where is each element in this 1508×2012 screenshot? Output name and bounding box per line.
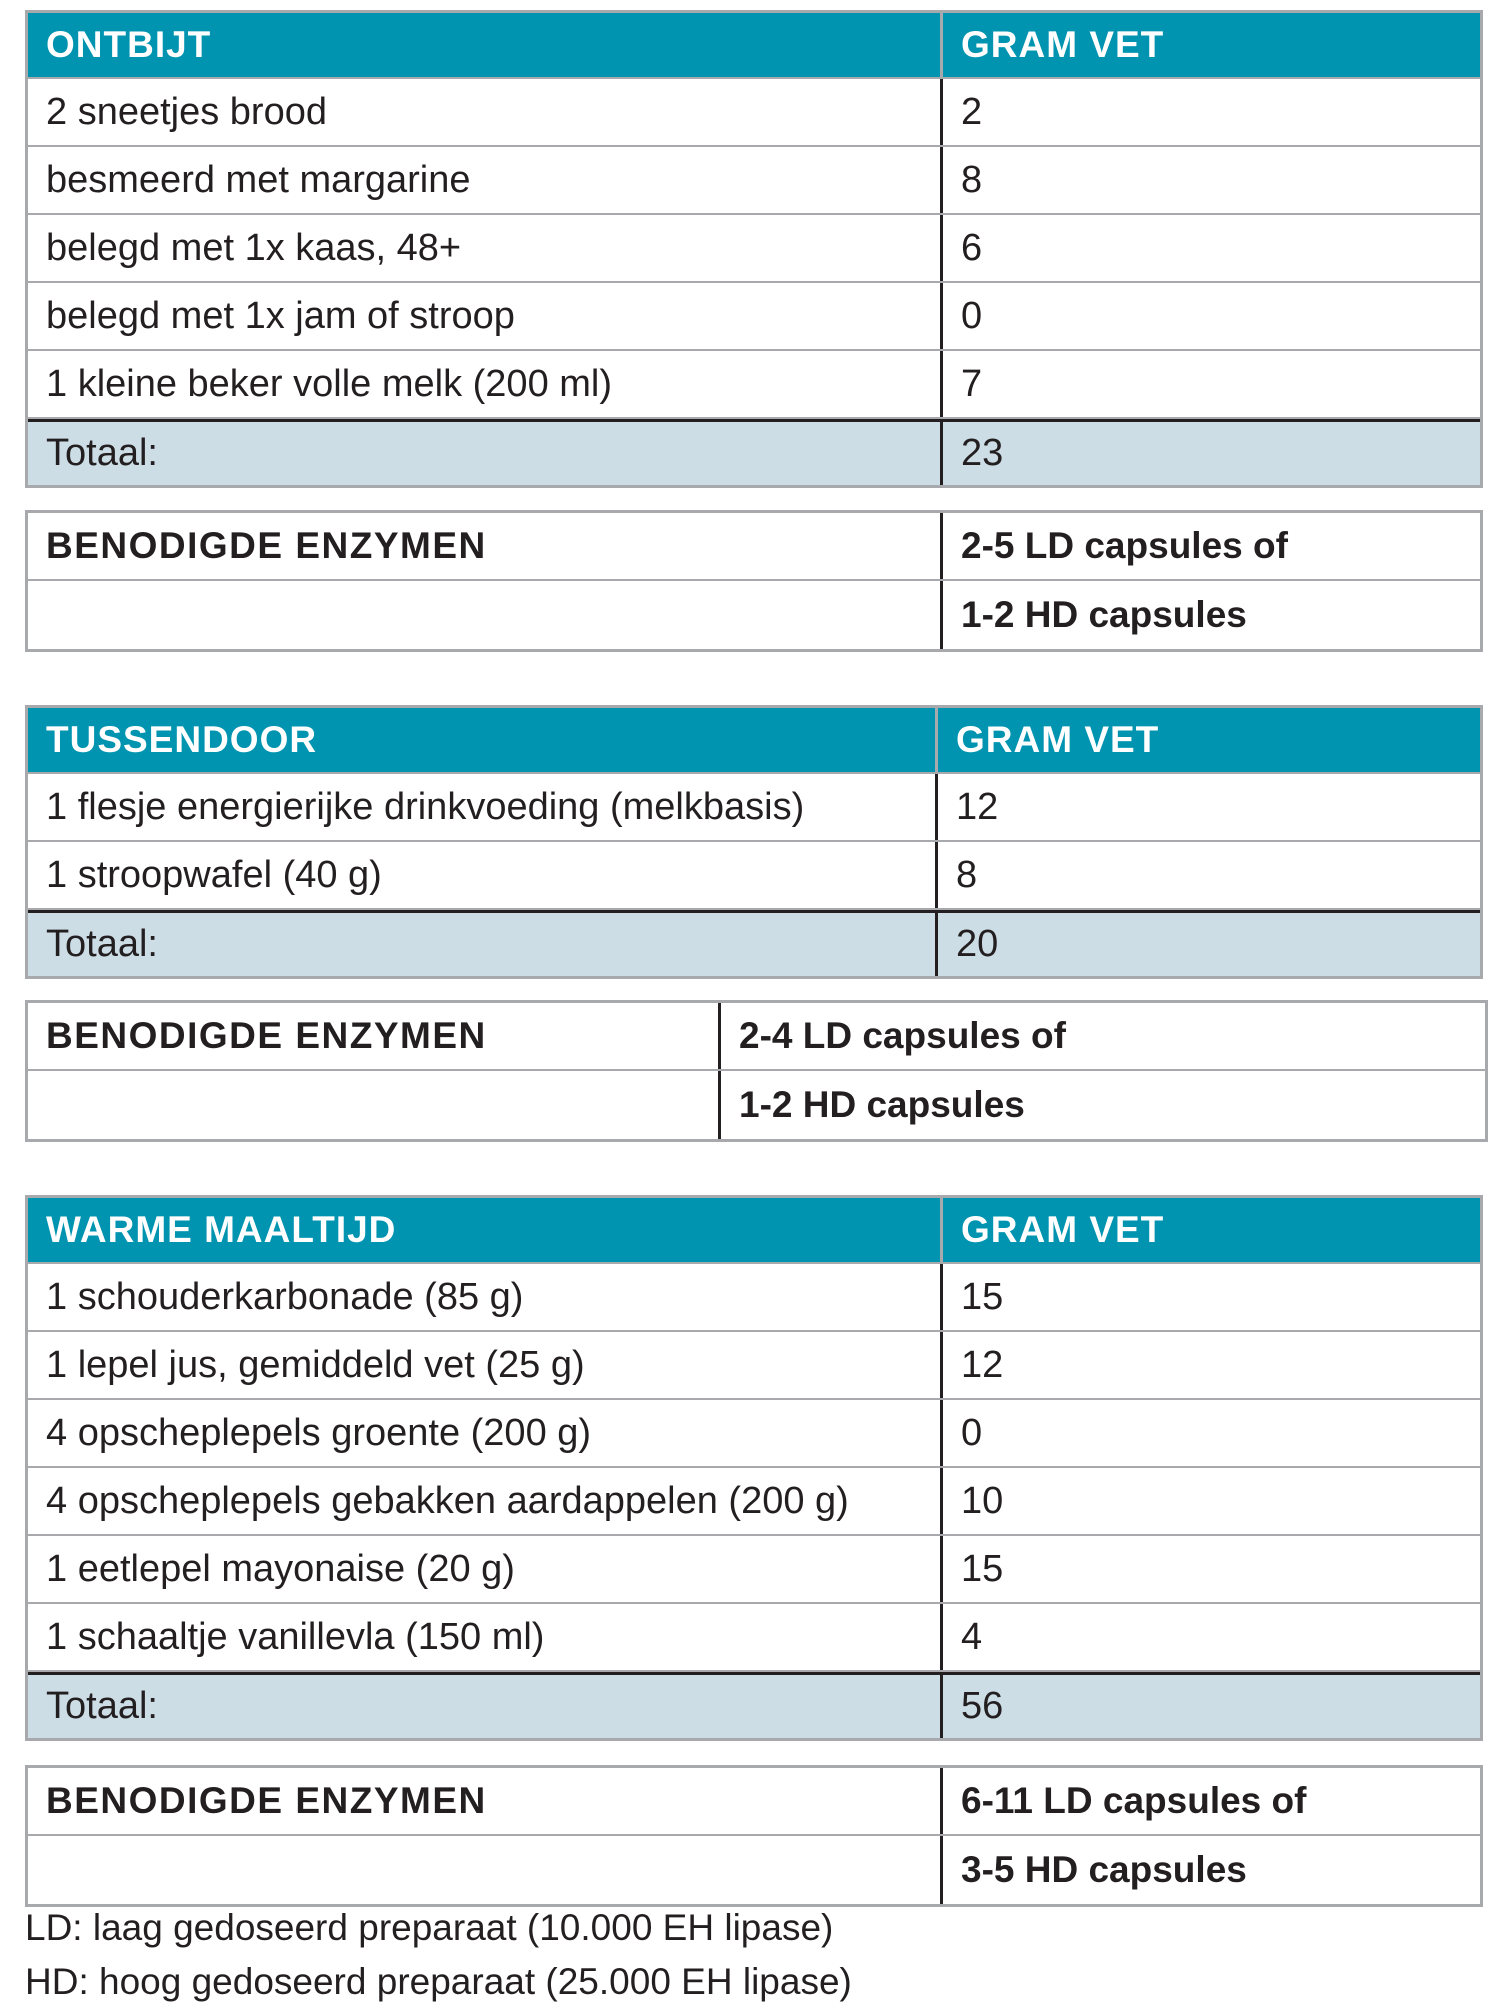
item-name: 1 kleine beker volle melk (200 ml) xyxy=(28,351,943,417)
total-label: Totaal: xyxy=(28,913,938,976)
enzymes-ld: 2-5 LD capsules of xyxy=(961,525,1288,566)
total-label: Totaal: xyxy=(28,1675,943,1738)
enzymes-row xyxy=(28,1071,1485,1139)
item-name: 4 opscheplepels gebakken aardappelen (200 g) xyxy=(28,1468,943,1534)
table-row xyxy=(28,1536,1480,1604)
enzymes-label: BENODIGDE ENZYMEN xyxy=(28,1768,943,1834)
item-name: 1 eetlepel mayonaise (20 g) xyxy=(28,1536,943,1602)
table-row xyxy=(28,147,1480,215)
total-label: Totaal: xyxy=(28,422,943,485)
tussendoor-header-value: GRAM VET xyxy=(956,719,1160,760)
ontbijt-header-value: GRAM VET xyxy=(961,24,1165,65)
enzymes-row xyxy=(28,581,1480,649)
enzymes-empty xyxy=(28,581,943,649)
footnote-ld: LD: laag gedoseerd preparaat (10.000 EH lipase) xyxy=(25,1907,834,1948)
item-fat: 7 xyxy=(961,362,983,405)
table-row xyxy=(28,1332,1480,1400)
enzymes-hd: 1-2 HD capsules xyxy=(739,1084,1025,1125)
item-fat: 6 xyxy=(961,226,983,269)
total-row xyxy=(28,1672,1480,1738)
enzymes-row xyxy=(28,1768,1480,1836)
table-row xyxy=(28,283,1480,351)
item-fat: 0 xyxy=(961,294,983,337)
enzymes-label: BENODIGDE ENZYMEN xyxy=(28,1003,721,1069)
table-row xyxy=(28,1400,1480,1468)
ontbijt-enzymes-table xyxy=(25,510,1483,652)
enzymes-empty xyxy=(28,1071,721,1139)
item-fat: 8 xyxy=(956,853,978,896)
table-row xyxy=(28,1264,1480,1332)
item-name: 1 stroopwafel (40 g) xyxy=(28,842,938,908)
total-row xyxy=(28,419,1480,485)
warme-maaltijd-header-item: WARME MAALTIJD xyxy=(28,1198,943,1262)
enzymes-row xyxy=(28,1836,1480,1904)
table-row xyxy=(28,1468,1480,1536)
total-row xyxy=(28,910,1480,976)
table-row xyxy=(28,79,1480,147)
item-name: 1 flesje energierijke drinkvoeding (melkbasis) xyxy=(28,774,938,840)
warme-maaltijd-table xyxy=(25,1195,1483,1741)
total-value: 20 xyxy=(956,923,999,965)
table-row xyxy=(28,351,1480,419)
table-row xyxy=(28,215,1480,283)
tussendoor-enzymes-table xyxy=(25,1000,1488,1142)
enzymes-label: BENODIGDE ENZYMEN xyxy=(28,513,943,579)
item-fat: 15 xyxy=(961,1275,1004,1318)
tussendoor-header-item: TUSSENDOOR xyxy=(28,708,938,772)
item-fat: 8 xyxy=(961,158,983,201)
item-name: 4 opscheplepels groente (200 g) xyxy=(28,1400,943,1466)
footnote-hd: HD: hoog gedoseerd preparaat (25.000 EH lipase) xyxy=(25,1961,852,2002)
ontbijt-table xyxy=(25,10,1483,488)
item-name: besmeerd met margarine xyxy=(28,147,943,213)
ontbijt-header-row xyxy=(28,13,1480,79)
table-row xyxy=(28,774,1480,842)
enzymes-ld: 6-11 LD capsules of xyxy=(961,1780,1307,1821)
item-fat: 10 xyxy=(961,1479,1004,1522)
item-name: belegd met 1x kaas, 48+ xyxy=(28,215,943,281)
warme-maaltijd-header-value: GRAM VET xyxy=(961,1209,1165,1250)
item-fat: 0 xyxy=(961,1411,983,1454)
item-name: belegd met 1x jam of stroop xyxy=(28,283,943,349)
item-name: 1 schaaltje vanillevla (150 ml) xyxy=(28,1604,943,1670)
enzymes-hd: 1-2 HD capsules xyxy=(961,594,1247,635)
table-row xyxy=(28,1604,1480,1672)
item-fat: 12 xyxy=(956,785,999,828)
total-value: 23 xyxy=(961,432,1004,474)
enzymes-row xyxy=(28,1003,1485,1071)
tussendoor-table xyxy=(25,705,1483,979)
enzymes-ld: 2-4 LD capsules of xyxy=(739,1015,1066,1056)
item-fat: 2 xyxy=(961,90,983,133)
tussendoor-header-row xyxy=(28,708,1480,774)
item-fat: 4 xyxy=(961,1615,983,1658)
table-row xyxy=(28,842,1480,910)
total-value: 56 xyxy=(961,1685,1004,1727)
ontbijt-header-item: ONTBIJT xyxy=(28,13,943,77)
item-fat: 12 xyxy=(961,1343,1004,1386)
warme-maaltijd-header-row xyxy=(28,1198,1480,1264)
item-name: 2 sneetjes brood xyxy=(28,79,943,145)
item-name: 1 schouderkarbonade (85 g) xyxy=(28,1264,943,1330)
enzymes-hd: 3-5 HD capsules xyxy=(961,1849,1247,1890)
enzymes-row xyxy=(28,513,1480,581)
item-fat: 15 xyxy=(961,1547,1004,1590)
enzymes-empty xyxy=(28,1836,943,1904)
warme-maaltijd-enzymes-table xyxy=(25,1765,1483,1907)
item-name: 1 lepel jus, gemiddeld vet (25 g) xyxy=(28,1332,943,1398)
